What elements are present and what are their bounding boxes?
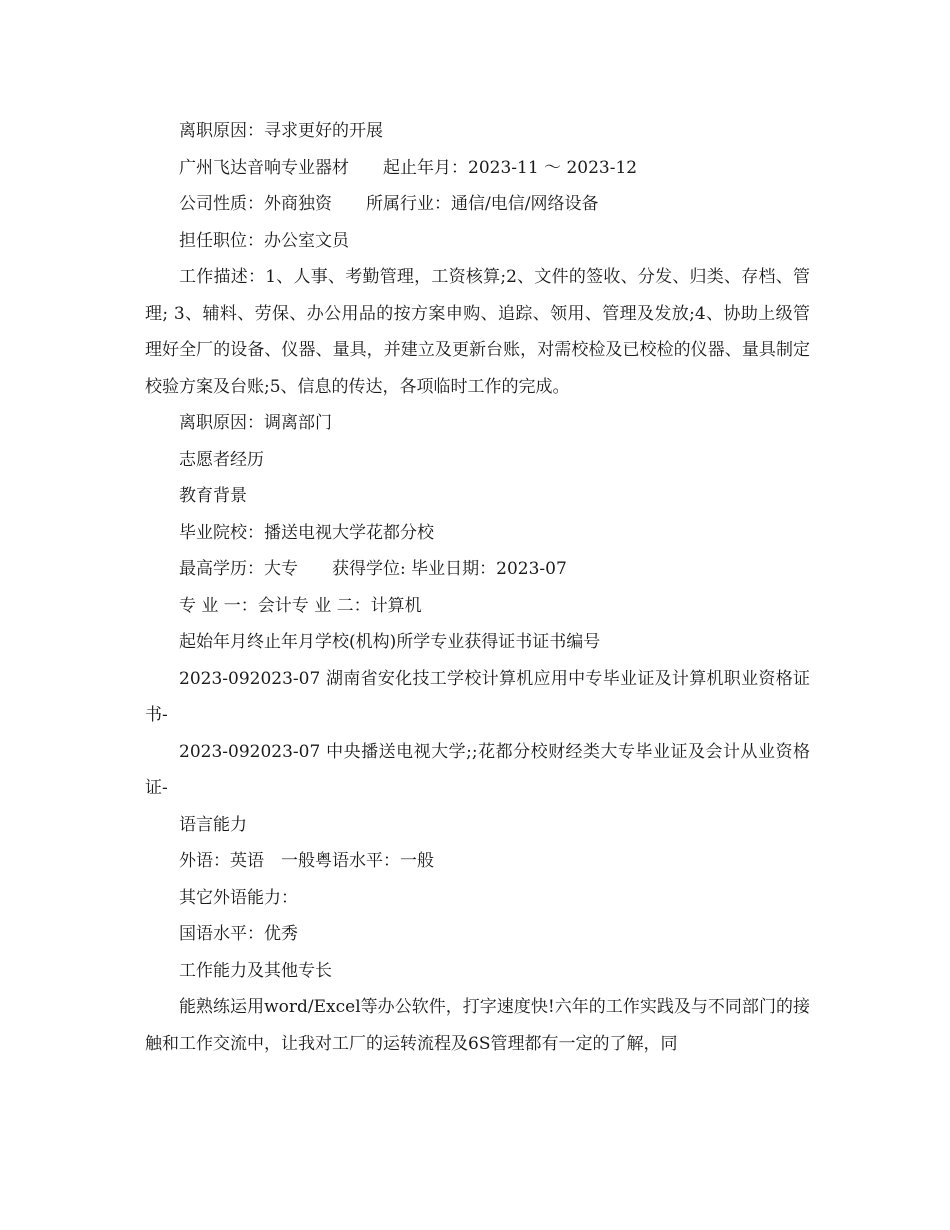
other-language-paragraph: 其它外语能力： xyxy=(179,887,298,908)
company-type-industry xyxy=(145,186,810,223)
language-heading: 语言能力 xyxy=(179,814,247,835)
leave-reason-paragraph: 离职原因：调离部门 xyxy=(179,413,332,433)
degree-graduation-date: 获得学位: 毕业日期：2023-07 xyxy=(332,559,567,579)
cantonese-level: 一般粤语水平：一般 xyxy=(281,851,434,871)
position-paragraph: 担任职位：办公室文员 xyxy=(179,230,349,251)
skills-heading: 工作能力及其他专长 xyxy=(179,960,332,981)
industry: 所属行业：通信/电信/网络设备 xyxy=(366,194,599,214)
employment-period: 起止年月：2023-11 ～ 2023-12 xyxy=(383,157,638,178)
volunteer-heading: 志愿者经历 xyxy=(179,449,264,470)
resume-body xyxy=(145,113,810,1062)
degree-paragraph xyxy=(145,551,810,588)
job-description-paragraph: 工作描述：1、人事、考勤管理，工资核算;2、文件的签收、分发、归类、存档、管理; 3、辅料、劳保、办公用品的按方案申购、追踪、领用、管理及发放;4、协助上级管理好全厂的设备、仪器、量具，并建立及更新台账，对需校检及已校检的仪器、量具制定校验方案及台账;5、信息的传达，各项临时工作的完成。 xyxy=(145,267,810,397)
mandarin-paragraph: 国语水平：优秀 xyxy=(179,924,298,944)
company-name-period xyxy=(145,150,810,187)
foreign-language: 外语：英语 xyxy=(179,851,264,871)
school-paragraph: 毕业院校：播送电视大学花都分校 xyxy=(179,522,434,543)
leave-reason-paragraph: 离职原因：寻求更好的开展 xyxy=(179,121,383,141)
skills-description: 能熟练运用word/Excel等办公软件，打字速度快!六年的工作实践及与不同部门的接触和工作交流中，让我对工厂的运转流程及6S管理都有一定的了解，同 xyxy=(145,997,810,1054)
education-table-header: 起始年月终止年月学校(机构)所学专业获得证书证书编号 xyxy=(179,632,601,652)
education-row: 2023-092023-07 中央播送电视大学;;花都分校财经类大专毕业证及会计从业资格证- xyxy=(145,741,810,798)
education-heading: 教育背景 xyxy=(179,486,247,506)
company-type: 公司性质：外商独资 xyxy=(179,194,332,214)
company-name: 广州飞达音响专业器材 xyxy=(179,157,349,178)
foreign-language-paragraph xyxy=(145,843,810,880)
majors-paragraph: 专 业 一：会计专 业 二：计算机 xyxy=(179,595,422,616)
highest-education: 最高学历：大专 xyxy=(179,559,298,579)
education-row: 2023-092023-07 湖南省安化技工学校计算机应用中专毕业证及计算机职业资格证书- xyxy=(145,668,810,725)
